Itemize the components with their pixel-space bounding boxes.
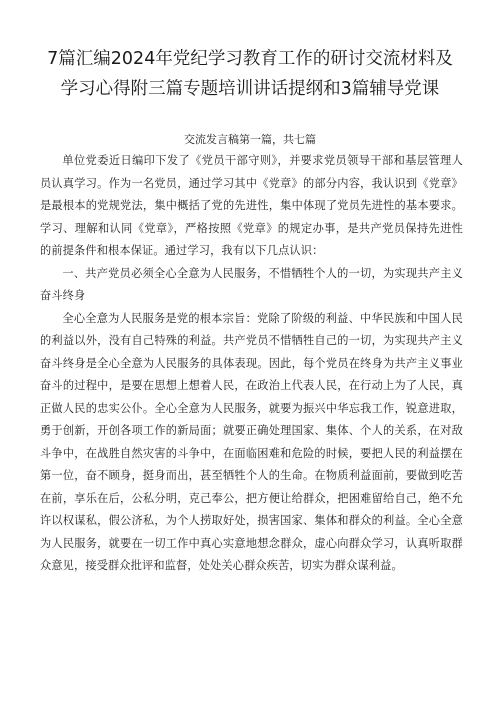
document-body: [40, 150, 463, 578]
document-subtitle: 交流发言稿第一篇，共七篇: [184, 133, 316, 146]
paragraph-intro: 单位党委近日编印下发了《党员干部守则》，并要求党员领导干部和基层管理人员认真学习。作为一名党员，通过学习其中《党章》的部分内容，我认识到《党章》是最根本的党规党法，集中概括了党的先进性，集中体现了党员先进性的基本要求。学习、理解和认同《党章》，严格按照《党章》的规定办事，是共产党员保持先进性的前提条件和根本保证。通过学习，我有以下几点认识：: [40, 154, 463, 257]
title-line-1: 7篇汇编2024年党纪学习教育工作的研讨交流材料及: [47, 49, 453, 69]
document-title: [0, 44, 500, 104]
paragraph-section-1: 全心全意为人民服务是党的根本宗旨：党除了阶级的利益、中华民族和中国人民的利益以外，没有自己特殊的利益。共产党员不惜牺牲自己的一切，为实现共产主义奋斗终身是全心全意为人民服务的具体表现。因此，每个党员在终身为共产主义事业奋斗的过程中，是要在思想上想着人民，在政治上代表人民，在行动上为了人民，真正做人民的忠实公仆。全心全意为人民服务，就要为振兴中华忘我工作，锐意进取，勇于创新，开创各项工作的新局面；就要正确处理国家、集体、个人的关系，在对敌斗争中，在战胜自然灾害的斗争中，在面临困难和危险的时候，要把人民的利益摆在第一位，奋不顾身，挺身而出，甚至牺牲个人的生命。在物质利益面前，要做到吃苦在前，享乐在后，公私分明，克己奉公，把方便让给群众，把困难留给自己，绝不允许以权谋私，假公济私，为个人捞取好处，损害国家、集体和群众的利益。全心全意为人民服务，就要在一切工作中真心实意地想念群众，虚心向群众学习，认真听取群众意见，接受群众批评和监督，处处关心群众疾苦，切实为群众谋利益。: [40, 311, 463, 572]
section-heading-1: 一、共产党员必须全心全意为人民服务，不惜牺牲个人的一切，为实现共产主义奋斗终身: [40, 266, 463, 302]
title-line-2: 学习心得附三篇专题培训讲话提纲和3篇辅导党课: [60, 79, 440, 99]
